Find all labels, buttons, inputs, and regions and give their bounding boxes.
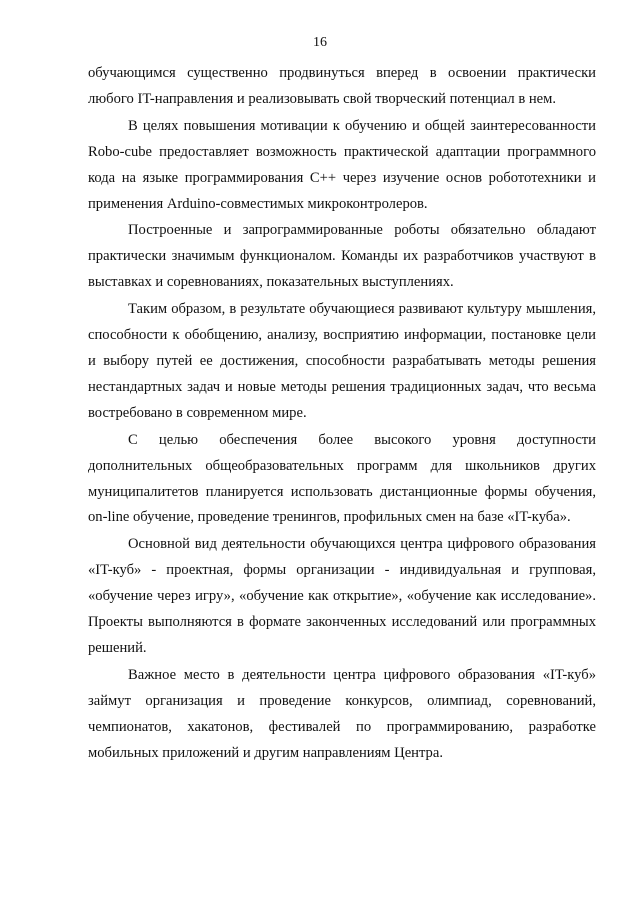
body-text [88, 61, 596, 767]
paragraph: обучающимся существенно продвинуться вперед в освоении практически любого IT-направления и реализовывать свой творческий потенциал в нем. [88, 65, 596, 107]
paragraph: В целях повышения мотивации к обучению и общей заинтересованности Robo-cube предоставляет возможность практической адаптации программного кода на языке программирования C++ через изучение основ робототехники и применения Arduino-совместимых микроконтролеров. [88, 117, 596, 212]
page-number: 16 [313, 35, 327, 50]
paragraph: Построенные и запрограммированные роботы обязательно обладают практически значимым функционалом. Команды их разработчиков участвуют в выставках и соревнованиях, показательных выступлениях. [88, 222, 596, 291]
paragraph: Таким образом, в результате обучающиеся развивают культуру мышления, способности к обобщению, анализу, восприятию информации, постановке цели и выбору путей ее достижения, способности разрабатывать методы решения нестандартных задач и новые методы решения традиционных задач, что весьма востребовано в современном мире. [88, 301, 596, 421]
paragraph: Важное место в деятельности центра цифрового образования «IT-куб» займут организация и проведение конкурсов, олимпиад, соревнований, чемпионатов, хакатонов, фестивалей по программированию, разработке мобильных приложений и другим направлениям Центра. [88, 666, 596, 761]
paragraph: С целью обеспечения более высокого уровня доступности дополнительных общеобразовательных программ для школьников других муниципалитетов планируется использовать дистанционные формы обучения, on-line обучение, проведение тренингов, профильных смен на базе «IT-куба». [88, 431, 596, 526]
paragraph: Основной вид деятельности обучающихся центра цифрового образования «IT-куб» - проектная, формы организации - индивидуальная и групповая, «обучение через игру», «обучение как открытие», «обучение как исследование». Проекты выполняются в формате законченных исследований или программных решений. [88, 536, 596, 656]
